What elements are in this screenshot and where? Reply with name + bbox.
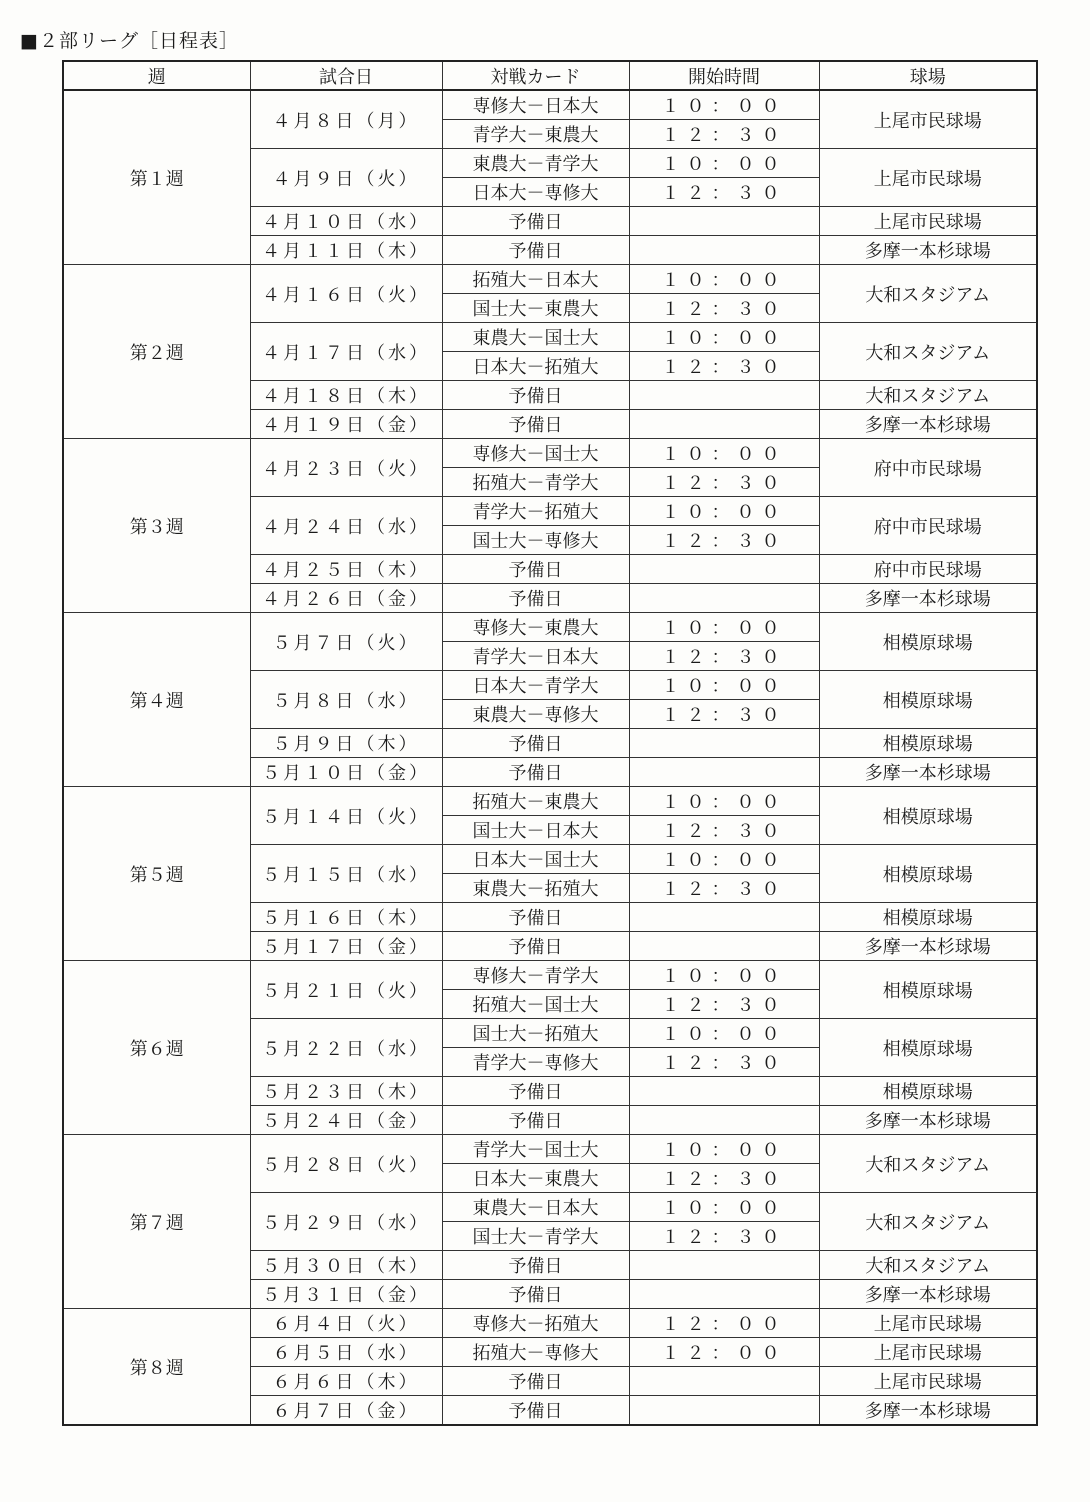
match-card-cell: 拓殖大－日本大 — [442, 265, 629, 294]
venue-cell: 相模原球場 — [819, 903, 1037, 932]
venue-cell: 相模原球場 — [819, 729, 1037, 758]
table-row — [63, 787, 1037, 816]
start-time-cell — [629, 729, 819, 758]
table-row — [63, 613, 1037, 642]
date-cell: ４月１７日（水） — [250, 323, 442, 381]
start-time-cell: １０：００ — [629, 787, 819, 816]
week-cell: 第２週 — [63, 265, 250, 439]
start-time-cell: １０：００ — [629, 613, 819, 642]
start-time-cell — [629, 207, 819, 236]
venue-cell: 多摩一本杉球場 — [819, 1396, 1037, 1426]
table-row — [63, 265, 1037, 294]
date-cell: ４月２３日（火） — [250, 439, 442, 497]
date-cell: ５月２２日（水） — [250, 1019, 442, 1077]
week-cell: 第６週 — [63, 961, 250, 1135]
match-card-cell: 国士大－専修大 — [442, 526, 629, 555]
match-card-cell: 東農大－専修大 — [442, 700, 629, 729]
start-time-cell: １２：３０ — [629, 178, 819, 207]
venue-cell: 府中市民球場 — [819, 439, 1037, 497]
table-row — [63, 961, 1037, 990]
table-row — [63, 1135, 1037, 1164]
start-time-cell: １２：３０ — [629, 1048, 819, 1077]
date-cell: ５月９日（木） — [250, 729, 442, 758]
date-cell: ５月１４日（火） — [250, 787, 442, 845]
week-cell: 第３週 — [63, 439, 250, 613]
start-time-cell — [629, 236, 819, 265]
date-cell: ５月１６日（木） — [250, 903, 442, 932]
match-card-cell: 専修大－拓殖大 — [442, 1309, 629, 1338]
match-card-cell: 青学大－東農大 — [442, 120, 629, 149]
start-time-cell — [629, 1106, 819, 1135]
venue-cell: 上尾市民球場 — [819, 149, 1037, 207]
start-time-cell: １０：００ — [629, 497, 819, 526]
match-card-cell: 青学大－拓殖大 — [442, 497, 629, 526]
match-card-cell: 予備日 — [442, 410, 629, 439]
match-card-cell: 予備日 — [442, 758, 629, 787]
week-cell: 第７週 — [63, 1135, 250, 1309]
date-cell: ５月１０日（金） — [250, 758, 442, 787]
date-cell: ５月２１日（火） — [250, 961, 442, 1019]
match-card-cell: 国士大－青学大 — [442, 1222, 629, 1251]
start-time-cell: １０：００ — [629, 149, 819, 178]
match-card-cell: 拓殖大－国士大 — [442, 990, 629, 1019]
match-card-cell: 専修大－青学大 — [442, 961, 629, 990]
start-time-cell — [629, 555, 819, 584]
start-time-cell: １２：３０ — [629, 874, 819, 903]
venue-cell: 上尾市民球場 — [819, 1338, 1037, 1367]
date-cell: ５月７日（火） — [250, 613, 442, 671]
match-card-cell: 青学大－専修大 — [442, 1048, 629, 1077]
date-cell: ４月８日（月） — [250, 90, 442, 149]
start-time-cell: １２：３０ — [629, 990, 819, 1019]
match-card-cell: 東農大－青学大 — [442, 149, 629, 178]
match-card-cell: 予備日 — [442, 1280, 629, 1309]
date-cell: ４月１６日（火） — [250, 265, 442, 323]
date-cell: ５月３１日（金） — [250, 1280, 442, 1309]
date-cell: ５月２９日（水） — [250, 1193, 442, 1251]
venue-cell: 大和スタジアム — [819, 1135, 1037, 1193]
venue-cell: 相模原球場 — [819, 613, 1037, 671]
venue-cell: 相模原球場 — [819, 961, 1037, 1019]
match-card-cell: 東農大－国士大 — [442, 323, 629, 352]
header-week: 週 — [63, 61, 250, 90]
date-cell: ６月７日（金） — [250, 1396, 442, 1426]
start-time-cell: １２：３０ — [629, 120, 819, 149]
match-card-cell: 予備日 — [442, 1077, 629, 1106]
header-card: 対戦カード — [442, 61, 629, 90]
date-cell: ４月１９日（金） — [250, 410, 442, 439]
venue-cell: 府中市民球場 — [819, 555, 1037, 584]
start-time-cell: １２：３０ — [629, 468, 819, 497]
start-time-cell: １２：３０ — [629, 352, 819, 381]
start-time-cell: １０：００ — [629, 265, 819, 294]
start-time-cell — [629, 1251, 819, 1280]
match-card-cell: 東農大－日本大 — [442, 1193, 629, 1222]
match-card-cell: 東農大－拓殖大 — [442, 874, 629, 903]
venue-cell: 大和スタジアム — [819, 1193, 1037, 1251]
start-time-cell — [629, 584, 819, 613]
venue-cell: 大和スタジアム — [819, 323, 1037, 381]
date-cell: ５月２４日（金） — [250, 1106, 442, 1135]
start-time-cell: １２：３０ — [629, 1164, 819, 1193]
venue-cell: 多摩一本杉球場 — [819, 236, 1037, 265]
date-cell: ４月１１日（木） — [250, 236, 442, 265]
date-cell: ５月１５日（水） — [250, 845, 442, 903]
venue-cell: 上尾市民球場 — [819, 90, 1037, 149]
match-card-cell: 予備日 — [442, 903, 629, 932]
venue-cell: 大和スタジアム — [819, 381, 1037, 410]
start-time-cell: １２：３０ — [629, 294, 819, 323]
start-time-cell: １２：３０ — [629, 642, 819, 671]
start-time-cell — [629, 410, 819, 439]
venue-cell: 大和スタジアム — [819, 265, 1037, 323]
match-card-cell: 日本大－青学大 — [442, 671, 629, 700]
match-card-cell: 日本大－拓殖大 — [442, 352, 629, 381]
match-card-cell: 予備日 — [442, 381, 629, 410]
match-card-cell: 国士大－東農大 — [442, 294, 629, 323]
venue-cell: 多摩一本杉球場 — [819, 932, 1037, 961]
week-cell: 第１週 — [63, 90, 250, 265]
match-card-cell: 予備日 — [442, 1367, 629, 1396]
week-cell: 第４週 — [63, 613, 250, 787]
match-card-cell: 予備日 — [442, 1106, 629, 1135]
match-card-cell: 予備日 — [442, 555, 629, 584]
venue-cell: 上尾市民球場 — [819, 1309, 1037, 1338]
schedule-table — [62, 60, 1038, 1426]
date-cell: ５月１７日（金） — [250, 932, 442, 961]
match-card-cell: 日本大－東農大 — [442, 1164, 629, 1193]
venue-cell: 多摩一本杉球場 — [819, 758, 1037, 787]
date-cell: ４月１８日（木） — [250, 381, 442, 410]
week-cell: 第５週 — [63, 787, 250, 961]
date-cell: ４月２６日（金） — [250, 584, 442, 613]
venue-cell: 多摩一本杉球場 — [819, 584, 1037, 613]
start-time-cell: １２：３０ — [629, 700, 819, 729]
start-time-cell: １０：００ — [629, 1019, 819, 1048]
match-card-cell: 拓殖大－専修大 — [442, 1338, 629, 1367]
document-title: ■２部リーグ［日程表］ — [20, 30, 239, 52]
start-time-cell — [629, 903, 819, 932]
match-card-cell: 予備日 — [442, 236, 629, 265]
header-venue: 球場 — [819, 61, 1037, 90]
match-card-cell: 拓殖大－東農大 — [442, 787, 629, 816]
venue-cell: 相模原球場 — [819, 1077, 1037, 1106]
start-time-cell: １０：００ — [629, 1193, 819, 1222]
start-time-cell: １２：００ — [629, 1309, 819, 1338]
match-card-cell: 国士大－日本大 — [442, 816, 629, 845]
date-cell: ５月２３日（木） — [250, 1077, 442, 1106]
date-cell: ４月２５日（木） — [250, 555, 442, 584]
match-card-cell: 予備日 — [442, 1396, 629, 1426]
start-time-cell — [629, 1280, 819, 1309]
start-time-cell — [629, 1396, 819, 1426]
match-card-cell: 専修大－国士大 — [442, 439, 629, 468]
start-time-cell: １０：００ — [629, 671, 819, 700]
header-date: 試合日 — [250, 61, 442, 90]
start-time-cell: １０：００ — [629, 845, 819, 874]
date-cell: ４月９日（火） — [250, 149, 442, 207]
venue-cell: 多摩一本杉球場 — [819, 1106, 1037, 1135]
start-time-cell — [629, 1367, 819, 1396]
match-card-cell: 予備日 — [442, 584, 629, 613]
match-card-cell: 専修大－日本大 — [442, 90, 629, 120]
venue-cell: 相模原球場 — [819, 845, 1037, 903]
match-card-cell: 専修大－東農大 — [442, 613, 629, 642]
table-row — [63, 90, 1037, 120]
table-row — [63, 439, 1037, 468]
header-row — [63, 61, 1037, 90]
start-time-cell: １０：００ — [629, 439, 819, 468]
match-card-cell: 予備日 — [442, 932, 629, 961]
venue-cell: 相模原球場 — [819, 787, 1037, 845]
venue-cell: 相模原球場 — [819, 671, 1037, 729]
date-cell: ４月１０日（水） — [250, 207, 442, 236]
start-time-cell: １０：００ — [629, 90, 819, 120]
match-card-cell: 国士大－拓殖大 — [442, 1019, 629, 1048]
match-card-cell: 日本大－国士大 — [442, 845, 629, 874]
date-cell: ６月４日（火） — [250, 1309, 442, 1338]
match-card-cell: 予備日 — [442, 207, 629, 236]
match-card-cell: 日本大－専修大 — [442, 178, 629, 207]
venue-cell: 多摩一本杉球場 — [819, 1280, 1037, 1309]
header-start-time: 開始時間 — [629, 61, 819, 90]
match-card-cell: 予備日 — [442, 729, 629, 758]
start-time-cell: １２：３０ — [629, 1222, 819, 1251]
start-time-cell: １２：３０ — [629, 816, 819, 845]
date-cell: ６月６日（木） — [250, 1367, 442, 1396]
venue-cell: 上尾市民球場 — [819, 1367, 1037, 1396]
start-time-cell: １２：３０ — [629, 526, 819, 555]
match-card-cell: 青学大－国士大 — [442, 1135, 629, 1164]
table-row — [63, 1309, 1037, 1338]
schedule-body — [63, 90, 1037, 1425]
start-time-cell: １０：００ — [629, 1135, 819, 1164]
date-cell: ５月３０日（木） — [250, 1251, 442, 1280]
match-card-cell: 青学大－日本大 — [442, 642, 629, 671]
venue-cell: 大和スタジアム — [819, 1251, 1037, 1280]
start-time-cell — [629, 1077, 819, 1106]
start-time-cell — [629, 758, 819, 787]
week-cell: 第８週 — [63, 1309, 250, 1426]
date-cell: ５月２８日（火） — [250, 1135, 442, 1193]
start-time-cell — [629, 381, 819, 410]
venue-cell: 上尾市民球場 — [819, 207, 1037, 236]
match-card-cell: 拓殖大－青学大 — [442, 468, 629, 497]
venue-cell: 府中市民球場 — [819, 497, 1037, 555]
start-time-cell: １０：００ — [629, 961, 819, 990]
venue-cell: 相模原球場 — [819, 1019, 1037, 1077]
start-time-cell: １２：００ — [629, 1338, 819, 1367]
venue-cell: 多摩一本杉球場 — [819, 410, 1037, 439]
date-cell: ４月２４日（水） — [250, 497, 442, 555]
date-cell: ５月８日（水） — [250, 671, 442, 729]
start-time-cell: １０：００ — [629, 323, 819, 352]
date-cell: ６月５日（水） — [250, 1338, 442, 1367]
match-card-cell: 予備日 — [442, 1251, 629, 1280]
start-time-cell — [629, 932, 819, 961]
